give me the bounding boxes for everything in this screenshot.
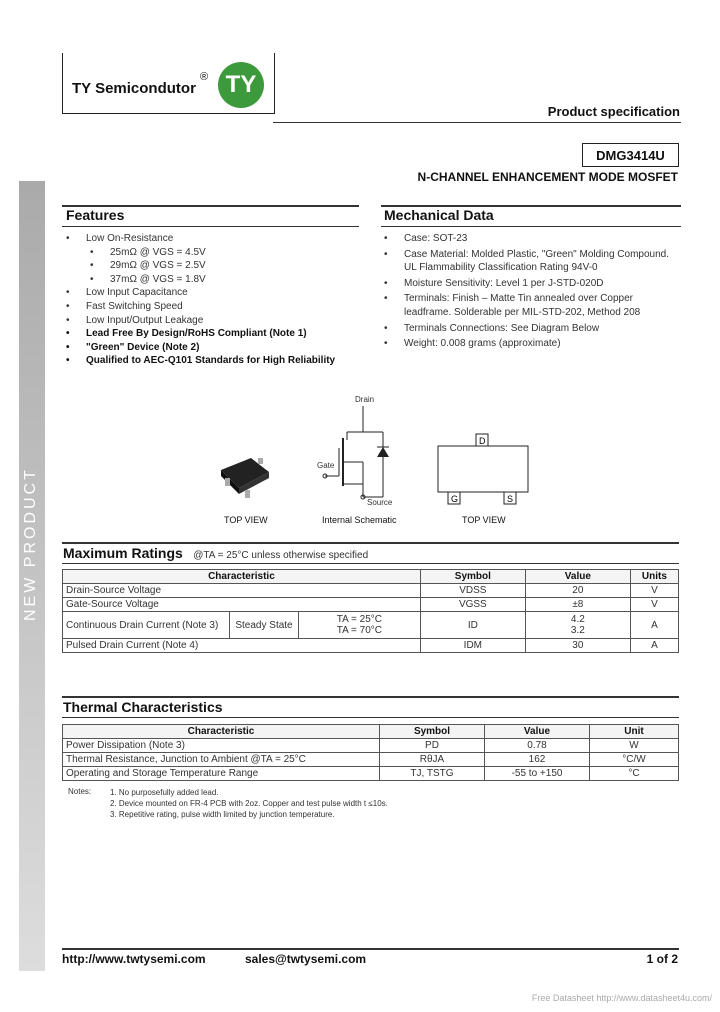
value-70: 3.2	[570, 625, 585, 636]
page-number: 1 of 2	[646, 952, 678, 966]
ratings-title: Maximum Ratings	[63, 545, 183, 561]
pin-d-label: D	[479, 436, 486, 446]
cell-char: Drain-Source Voltage	[63, 584, 421, 598]
mechanical-item: • Case Material: Molded Plastic, "Green" Molding Compound. UL Flammability Classification Rating 94V-0	[382, 248, 682, 275]
pinout-top-view	[436, 432, 531, 512]
thermal-rule	[62, 717, 679, 718]
table-header-row	[63, 725, 679, 739]
mechanical-rule-top	[381, 205, 681, 207]
mechanical-item: • Terminals: Finish – Matte Tin annealed over Copper leadframe. Solderable per MIL-STD-202, Method 208	[382, 292, 682, 319]
mechanical-item: • Weight: 0.008 grams (approximate)	[382, 337, 682, 351]
device-subtitle: N-CHANNEL ENHANCEMENT MODE MOSFET	[417, 170, 678, 184]
feature-item: • Low On-Resistance	[64, 232, 364, 246]
cell-char: Pulsed Drain Current (Note 4)	[63, 639, 421, 653]
feature-item: • Low Input/Output Leakage	[64, 314, 364, 328]
thermal-title: Thermal Characteristics	[63, 699, 223, 715]
cell-symbol: VDSS	[420, 584, 525, 598]
col-unit: Unit	[590, 725, 679, 739]
feature-item: • Fast Switching Speed	[64, 300, 364, 314]
thermal-rule-top	[62, 696, 679, 698]
cell-symbol: RθJA	[380, 753, 485, 767]
table-row	[63, 598, 679, 612]
cell-symbol: VGSS	[420, 598, 525, 612]
company-name: TY Semicondutor	[72, 80, 196, 97]
cell-char: Gate-Source Voltage	[63, 598, 421, 612]
feature-item: • "Green" Device (Note 2)	[64, 341, 364, 355]
cell-char: Thermal Resistance, Junction to Ambient @TA = 25°C	[63, 753, 380, 767]
table-row	[63, 753, 679, 767]
notes-list	[110, 787, 388, 820]
source-label: Source	[367, 498, 393, 507]
col-characteristic: Characteristic	[63, 725, 380, 739]
table-row	[63, 584, 679, 598]
col-value: Value	[525, 570, 630, 584]
notes-label: Notes:	[68, 787, 92, 796]
features-list	[64, 232, 364, 368]
pin-g-label: G	[451, 494, 459, 504]
sot23-package-image	[215, 450, 275, 500]
feature-item: • Low Input Capacitance	[64, 286, 364, 300]
cell-symbol: ID	[420, 612, 525, 639]
features-rule-top	[62, 205, 359, 207]
cell-unit: V	[630, 598, 678, 612]
cell-values	[525, 612, 630, 639]
mechanical-item: • Case: SOT-23	[382, 232, 682, 246]
cell-conditions	[299, 612, 421, 639]
gate-label: Gate	[317, 461, 335, 470]
cell-unit: °C	[590, 767, 679, 781]
ratings-condition: @TA = 25°C unless otherwise specified	[193, 550, 369, 561]
pin-s-label: S	[507, 494, 514, 504]
col-value: Value	[485, 725, 590, 739]
mechanical-rule	[381, 226, 681, 227]
features-title: Features	[66, 207, 125, 223]
cell-value: 20	[525, 584, 630, 598]
mechanical-list	[382, 232, 682, 353]
company-logo: TY	[218, 62, 264, 108]
cond-25: TA = 25°C	[336, 614, 383, 625]
cell-state: Steady State	[230, 612, 299, 639]
table-header-row	[63, 570, 679, 584]
footer-rule	[62, 948, 679, 950]
feature-item: • 25mΩ @ VGS = 4.5V	[64, 246, 364, 260]
drain-label: Drain	[355, 395, 375, 404]
footer-email[interactable]: sales@twtysemi.com	[245, 952, 367, 966]
new-product-sidebar	[19, 181, 45, 971]
note-item: 3. Repetitive rating, pulse width limited by junction temperature.	[110, 810, 335, 819]
mechanical-item: • Terminals Connections: See Diagram Below	[382, 322, 682, 336]
cond-70: TA = 70°C	[336, 625, 383, 636]
cell-value: -55 to +150	[485, 767, 590, 781]
header-rule	[273, 122, 681, 123]
feature-item: • Qualified to AEC-Q101 Standards for High Reliability	[64, 354, 364, 368]
feature-item: • Lead Free By Design/RoHS Compliant (Note 1)	[64, 327, 364, 341]
ratings-rule	[62, 563, 679, 564]
top-view2-label: TOP VIEW	[462, 515, 506, 525]
col-symbol: Symbol	[380, 725, 485, 739]
features-rule	[62, 226, 359, 227]
cell-unit: A	[630, 639, 678, 653]
note-item: 2. Device mounted on FR-4 PCB with 2oz. Copper and test pulse width t ≤10s.	[110, 799, 388, 808]
table-row	[63, 612, 679, 639]
cell-symbol: IDM	[420, 639, 525, 653]
cell-char: Continuous Drain Current (Note 3)	[63, 612, 230, 639]
cell-unit: °C/W	[590, 753, 679, 767]
mechanical-title: Mechanical Data	[384, 207, 494, 223]
cell-value: 30	[525, 639, 630, 653]
schematic-label: Internal Schematic	[322, 515, 397, 525]
table-row	[63, 739, 679, 753]
table-row	[63, 767, 679, 781]
registered-mark: ®	[200, 71, 209, 83]
top-view-label: TOP VIEW	[224, 515, 268, 525]
cell-unit: W	[590, 739, 679, 753]
cell-value: 162	[485, 753, 590, 767]
internal-schematic	[315, 392, 400, 512]
max-ratings-table	[62, 569, 679, 653]
thermal-table	[62, 724, 679, 781]
watermark: Free Datasheet http://www.datasheet4u.com/	[531, 993, 712, 1003]
doc-type: Product specification	[547, 104, 680, 119]
cell-symbol: TJ, TSTG	[380, 767, 485, 781]
cell-symbol: PD	[380, 739, 485, 753]
col-characteristic: Characteristic	[63, 570, 421, 584]
footer-website[interactable]: http://www.twtysemi.com	[62, 952, 206, 966]
note-item: 1. No purposefully added lead.	[110, 788, 219, 797]
part-number: DMG3414U	[582, 143, 679, 167]
value-25: 4.2	[570, 614, 585, 625]
sidebar-label: NEW PRODUCT	[22, 467, 39, 621]
ratings-rule-top	[62, 542, 679, 544]
cell-unit: A	[630, 612, 678, 639]
cell-value: 0.78	[485, 739, 590, 753]
col-symbol: Symbol	[420, 570, 525, 584]
mechanical-item: • Moisture Sensitivity: Level 1 per J-STD-020D	[382, 277, 682, 291]
col-units: Units	[630, 570, 678, 584]
table-row	[63, 639, 679, 653]
cell-char: Operating and Storage Temperature Range	[63, 767, 380, 781]
ratings-heading	[63, 545, 368, 563]
feature-item: • 29mΩ @ VGS = 2.5V	[64, 259, 364, 273]
feature-item: • 37mΩ @ VGS = 1.8V	[64, 273, 364, 287]
cell-value: ±8	[525, 598, 630, 612]
cell-char: Power Dissipation (Note 3)	[63, 739, 380, 753]
cell-unit: V	[630, 584, 678, 598]
